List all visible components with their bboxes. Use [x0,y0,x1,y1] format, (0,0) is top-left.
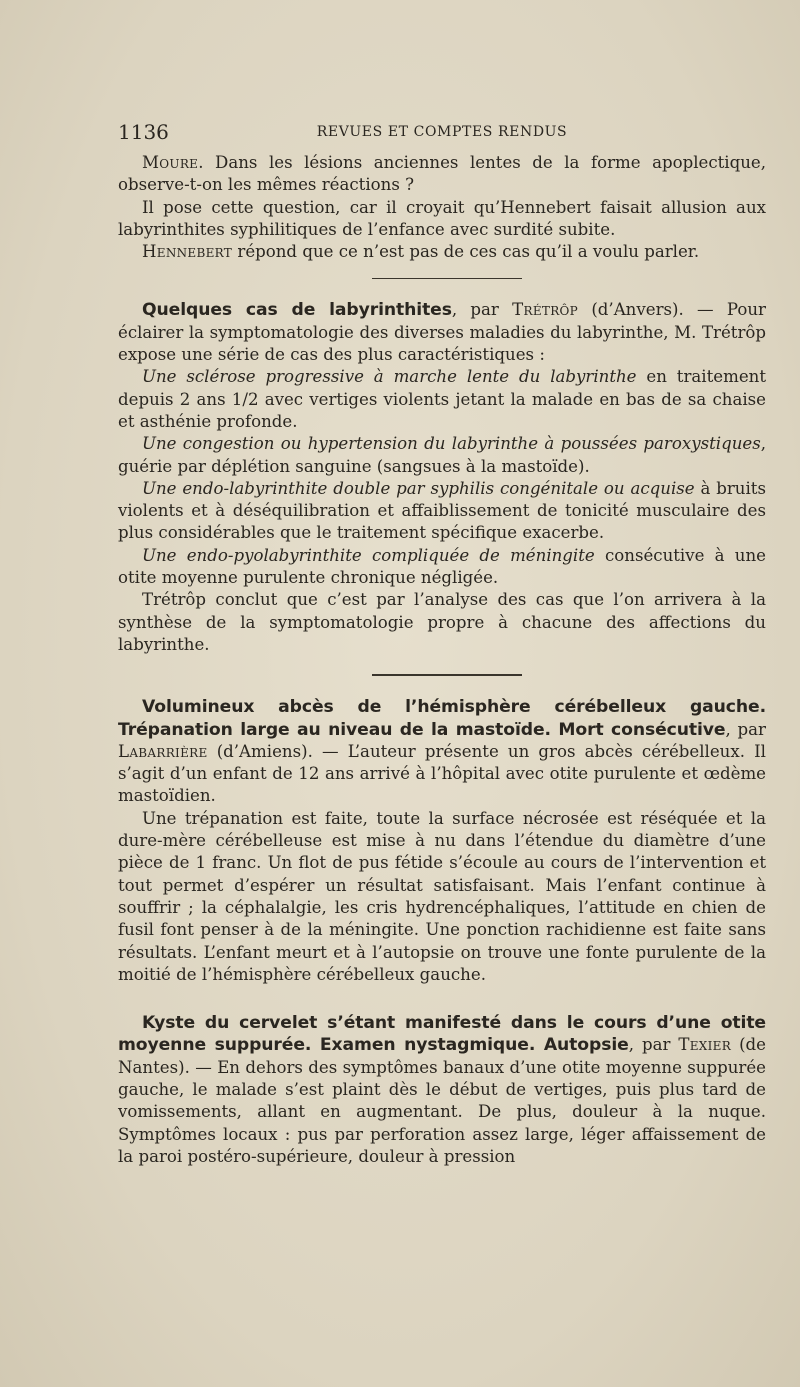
author-name: Moure [142,153,199,172]
paragraph: Il pose cette question, car il croyait qu’Hennebert faisait allusion aux labyrinthites syphilitiques de l’enfance avec surdité subite. [118,197,766,239]
paragraph-text: (d’Amiens). — L’auteur présente un gros abcès cérébelleux. Il s’agit d’un enfant de 12 ans arrivé à l’hôpital avec otite purulente et œdème mastoïdien. [118,741,766,806]
byline-connector: , par [725,719,766,739]
paragraph: Trétrôp conclut que c’est par l’analyse des cas que l’on arrivera à la synthèse de la symptomatologie propre à chacune des affections du labyrinthe. [118,590,766,654]
case-item [118,366,766,433]
author-name: Trétrôp [512,300,579,320]
section-heading-paragraph [118,696,766,807]
section-title: Quelques cas de labyrinthites [142,300,452,321]
paragraph [118,152,766,197]
author-name: Hennebert [142,242,233,262]
section-title: Volumineux abcès de l’hémisphère cérébelleux gauche. Trépanation large au niveau de la mastoïde. Mort consécutive [118,697,766,740]
page-number: 1136 [118,120,169,144]
case-title: Une sclérose progressive à marche lente du labyrinthe [142,367,637,387]
byline-connector: , par [451,300,513,320]
section-divider [372,278,522,279]
running-head: REVUES ET COMPTES RENDUS [316,124,568,140]
case-text: , guérie par déplétion sanguine (sangsues à la mastoïde). [118,434,766,476]
paragraph [118,241,766,263]
case-title: Une endo-labyrinthite double par syphilis congénitale ou acquise [142,478,695,498]
byline-connector: , par [628,1035,679,1055]
paragraph-text: répond que ce n’est pas de ces cas qu’il a voulu parler. [232,242,700,262]
paragraph-text: (d’Anvers). — Pour éclairer la symptomatologie des diverses maladies du labyrinthe, M. Trétrôp expose une série de cas des plus caractéristiques : [118,300,766,365]
article-body [118,152,766,1168]
section-heading-paragraph [118,299,766,366]
paragraph: Une trépanation est faite, toute la surface nécrosée est réséquée et la dure-mère cérébelleuse est mise à nu dans l’étendue du diamètre d’une pièce de 1 franc. Un flot de pus fétide s’écoule au cours de l’intervention et tout permet d’espérer un résultat satisfaisant. Mais l’enfant continue à souffrir ; la céphalalgie, les cris hydrencéphaliques, l’attitude en chien de fusil font penser à de la méningite. Une ponction rachidienne est faite sans résultats. L’enfant meurt et à l’autopsie on trouve une fonte purulente de la moitié de l’hémisphère cérébelleux gauche. [118,808,766,984]
case-text: à bruits violents et à déséquilibration et affaiblissement de tonicité musculaire des plus considérables que le traitement spécifique exacerbe. [118,478,766,543]
case-item [118,433,766,478]
author-name: Labarrière [118,741,208,761]
section-heading-paragraph [118,1012,766,1168]
case-text: en traitement depuis 2 ans 1/2 avec vertiges violents jetant la malade en bas de sa chaise et asthénie profonde. [118,367,766,431]
case-item [118,545,766,590]
section-divider [372,674,522,676]
case-item [118,478,766,545]
case-title: Une congestion ou hypertension du labyrinthe à poussées paroxystiques [142,434,761,454]
page-header [118,120,766,146]
section-title: Kyste du cervelet s’étant manifesté dans le cours d’une otite moyenne suppurée. Examen nystagmique. Autopsie [118,1013,766,1056]
case-title: Une endo-pyolabyrinthite compliquée de méningite [142,545,595,565]
case-text: consécutive à une otite moyenne purulente chronique négligée. [118,545,766,588]
paragraph-text: . Dans les lésions anciennes lentes de la forme apoplectique, observe-t-on les mêmes réactions ? [118,153,766,195]
paragraph-text: (de Nantes). — En dehors des symptômes banaux d’une otite moyenne suppurée gauche, le malade s’est plaint dès le début de vertiges, puis plus tard de vomissements, allant en augmentant. De plus, douleur à la nuque. Symptômes locaux : pus par perforation assez large, léger affaissement de la paroi postéro-supérieure, douleur à pression [118,1035,766,1166]
author-name: Texier [678,1035,732,1055]
